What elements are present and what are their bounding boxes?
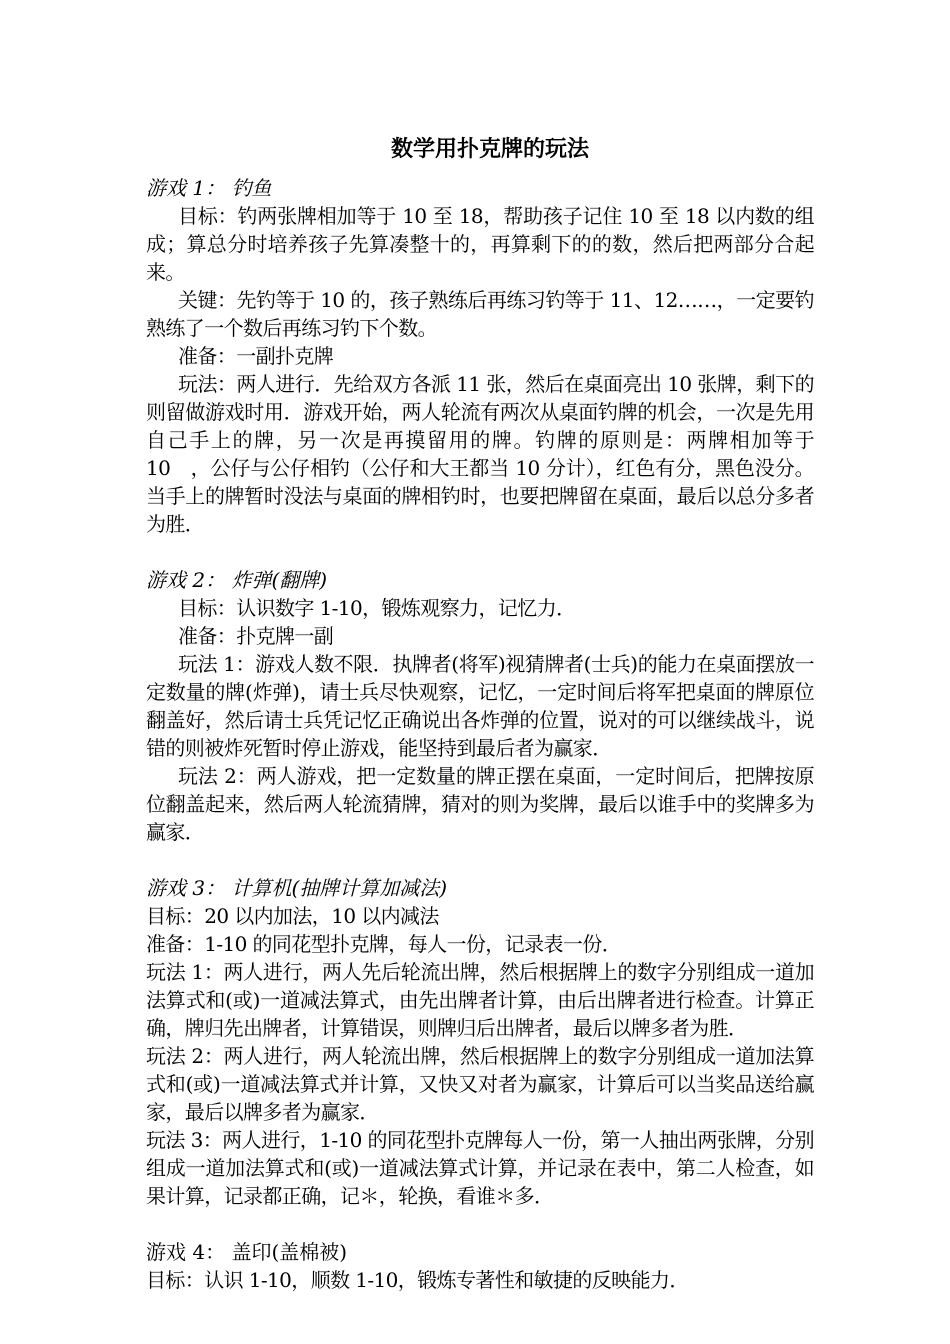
game-3-section [146, 874, 814, 1210]
game-1-key: 关键：先钓等于 10 的，孩子熟练后再练习钓等于 11、12……，一定要钓熟练了一个数后再练习钓下个数。 [146, 288, 814, 340]
section-spacer [146, 1210, 814, 1238]
game-3-heading: 游戏 3： 计算机(抽牌计算加减法) [146, 876, 448, 900]
game-4-goal: 目标：认识 1-10，顺数 1-10，锻炼专著性和敏捷的反映能力． [146, 1268, 689, 1292]
section-spacer [146, 846, 814, 874]
game-3-goal: 目标：20 以内加法，10 以内减法 [146, 904, 439, 928]
game-2-play-1: 玩法 1：游戏人数不限．执牌者(将军)视猜牌者(士兵)的能力在桌面摆放一定数量的牌(炸弹)，请士兵尽快观察，记忆，一定时间后将军把桌面的牌原位翻盖好，然后请士兵凭记忆正确说出各炸弹的位置，说对的可以继续战斗，说错的则被炸死暂时停止游戏，能坚持到最后者为赢家． [146, 652, 814, 760]
game-2-goal: 目标：认识数字 1-10，锻炼观察力，记忆力． [178, 596, 576, 620]
game-2-prep: 准备：扑克牌一副 [178, 624, 334, 648]
game-1-prep: 准备：一副扑克牌 [178, 344, 334, 368]
game-1-goal: 目标：钓两张牌相加等于 10 至 18，帮助孩子记住 10 至 18 以内数的组成；算总分时培养孩子先算凑整十的，再算剩下的的数，然后把两部分合起来。 [146, 204, 814, 284]
game-3-play-1: 玩法 1：两人进行，两人先后轮流出牌，然后根据牌上的数字分别组成一道加法算式和(或)一道减法算式，由先出牌者计算，由后出牌者进行检查。计算正确，牌归先出牌者，计算错误，则牌归后出牌者，最后以牌多者为胜． [146, 960, 814, 1040]
game-3-play-3: 玩法 3：两人进行，1-10 的同花型扑克牌每人一份，第一人抽出两张牌，分别组成一道加法算式和(或)一道减法算式计算，并记录在表中，第二人检查，如果计算，记录都正确，记＊，轮换，看谁＊多． [146, 1128, 814, 1208]
game-4-heading: 游戏 4： 盖印(盖棉被) [146, 1240, 348, 1264]
game-2-section [146, 566, 814, 846]
game-1-section [146, 174, 814, 538]
document-body [146, 134, 814, 1294]
game-1-play: 玩法：两人进行．先给双方各派 11 张，然后在桌面亮出 10 张牌，剩下的则留做游戏时用．游戏开始，两人轮流有两次从桌面钓牌的机会，一次是先用自己手上的牌，另一次是再摸留用的牌。钓牌的原则是：两牌相加等于 10 ，公仔与公仔相钓（公仔和大王都当 10 分计），红色有分，黑色没分。当手上的牌暂时没法与桌面的牌相钓时，也要把牌留在桌面，最后以总分多者为胜． [146, 372, 814, 536]
document-title: 数学用扑克牌的玩法 [390, 137, 589, 162]
game-1-heading: 游戏 1： 钓鱼 [146, 176, 272, 200]
section-spacer [146, 538, 814, 566]
game-2-heading: 游戏 2： 炸弹(翻牌) [146, 568, 328, 592]
game-3-prep: 准备：1-10 的同花型扑克牌，每人一份，记录表一份． [146, 932, 622, 956]
game-3-play-2: 玩法 2：两人进行，两人轮流出牌，然后根据牌上的数字分别组成一道加法算式和(或)一道减法算式并计算，又快又对者为赢家，计算后可以当奖品送给赢家，最后以牌多者为赢家． [146, 1044, 814, 1124]
game-4-section [146, 1238, 814, 1294]
game-2-play-2: 玩法 2：两人游戏，把一定数量的牌正摆在桌面，一定时间后，把牌按原位翻盖起来，然后两人轮流猜牌，猜对的则为奖牌，最后以谁手中的奖牌多为赢家． [146, 764, 814, 844]
